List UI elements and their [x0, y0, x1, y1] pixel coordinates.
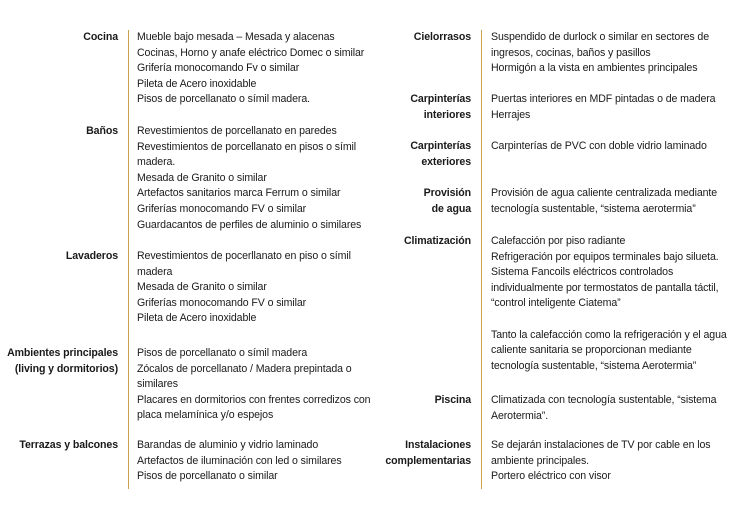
- spec-line: Refrigeración por equipos terminales bajo silueta.: [491, 250, 719, 263]
- spec-line: madera: [137, 265, 173, 278]
- section-label-ambientes-principales-living-y-dormitorios: (living y dormitorios): [14, 362, 118, 375]
- section-label-instalaciones-complementarias: Instalaciones: [405, 439, 471, 451]
- spec-line: Mesada de Granito o similar: [137, 281, 267, 294]
- spec-line: Griferías monocomando FV o similar: [137, 203, 307, 215]
- spec-line: Pileta de Acero inoxidable: [137, 312, 257, 325]
- spec-line: ambiente principales.: [491, 454, 590, 467]
- spec-line: Sistema Fancoils eléctricos controlados: [491, 266, 674, 279]
- spec-line: Se dejarán instalaciones de TV por cable en los: [491, 439, 711, 451]
- spec-line: Portero eléctrico con visor: [491, 470, 611, 483]
- spec-line: Revestimientos de porcellanato en paredes: [137, 125, 337, 137]
- section-label-carpinterias-exteriores: exteriores: [421, 155, 471, 168]
- section-label-terrazas-y-balcones: Terrazas y balcones: [19, 439, 118, 451]
- spec-line: Climatizada con tecnología sustentable, “sistema: [491, 394, 717, 406]
- section-label-instalaciones-complementarias: complementarias: [385, 454, 471, 467]
- spec-line: Provisión de agua caliente centralizada mediante: [491, 187, 718, 199]
- spec-line: Mueble bajo mesada – Mesada y alacenas: [137, 31, 335, 43]
- spec-line: Grifería monocomando Fv o similar: [137, 62, 300, 75]
- spec-line: Zócalos de porcellanato / Madera prepintada o: [137, 362, 352, 375]
- spec-line: individualmente por termostatos de pantalla táctil,: [491, 281, 719, 294]
- spec-line: placa melamínica y/o espejos: [137, 409, 274, 422]
- spec-line: Tanto la calefacción como la refrigeración y el agua: [491, 328, 727, 341]
- spec-line: caliente sanitaria se proporcionan mediante: [491, 344, 692, 357]
- spec-line: similares: [137, 378, 178, 391]
- section-label-provision-de-agua: de agua: [431, 202, 471, 215]
- spec-line: Placares en dormitorios con frentes corredizos con: [137, 393, 371, 406]
- spec-line: Guardacantos de perfiles de aluminio o similares: [137, 218, 362, 231]
- section-label-piscina: Piscina: [434, 394, 471, 406]
- spec-line: Calefacción por piso radiante: [491, 235, 626, 247]
- spec-line: Herrajes: [491, 108, 531, 121]
- spec-line: Pisos de porcellanato o símil madera: [137, 347, 308, 359]
- spec-line: Aerotermia”.: [491, 409, 549, 422]
- spec-line: Pisos de porcellanato o similar: [137, 470, 278, 483]
- spec-line: Barandas de aluminio y vidrio laminado: [137, 439, 319, 451]
- spec-line: Mesada de Granito o similar: [137, 171, 267, 184]
- section-label-cielorrasos: Cielorrasos: [413, 31, 471, 43]
- spec-line: “control inteligente Ciatema”: [491, 297, 621, 310]
- section-label-provision-de-agua: Provisión: [423, 187, 471, 199]
- spec-line: Artefactos sanitarios marca Ferrum o similar: [137, 187, 341, 200]
- section-label-carpinterias-exteriores: Carpinterías: [410, 140, 471, 152]
- section-label-ambientes-principales-living-y-dormitorios: Ambientes principales: [7, 347, 118, 359]
- spec-line: tecnología sustentable, “sistema aerotermia”: [491, 202, 696, 215]
- section-label-cocina: Cocina: [83, 31, 118, 43]
- spec-line: Hormigón a la vista en ambientes principales: [491, 62, 698, 75]
- section-label-carpinterias-interiores: Carpinterías: [410, 93, 471, 105]
- section-label-climatizacion: Climatización: [404, 235, 471, 247]
- spec-line: Revestimientos de porcellanato en pisos o símil: [137, 140, 357, 153]
- spec-line: Griferías monocomando FV o similar: [137, 296, 307, 309]
- spec-line: Puertas interiores en MDF pintadas o de madera: [491, 93, 716, 105]
- spec-line: Cocinas, Horno y anafe eléctrico Domec o similar: [137, 46, 365, 59]
- spec-line: Pisos de porcellanato o símil madera.: [137, 93, 310, 106]
- spec-line: Revestimientos de pocerllanato en piso o símil: [137, 250, 351, 262]
- left-divider: [128, 30, 129, 489]
- spec-line: tecnología sustentable, “sistema Aerotermia”: [491, 359, 697, 372]
- spec-line: ingresos, cocinas, baños y pasillos: [491, 46, 651, 59]
- spec-line: Artefactos de iluminación con led o similares: [137, 454, 342, 467]
- section-label-banos: Baños: [86, 125, 118, 137]
- right-divider: [481, 30, 482, 489]
- section-label-lavaderos: Lavaderos: [65, 250, 118, 262]
- spec-line: Carpinterías de PVC con doble vidrio laminado: [491, 140, 707, 152]
- spec-line: Pileta de Acero inoxidable: [137, 77, 257, 90]
- spec-line: madera.: [137, 156, 176, 169]
- section-label-carpinterias-interiores: interiores: [423, 108, 471, 121]
- spec-line: Suspendido de durlock o similar en sectores de: [491, 31, 709, 43]
